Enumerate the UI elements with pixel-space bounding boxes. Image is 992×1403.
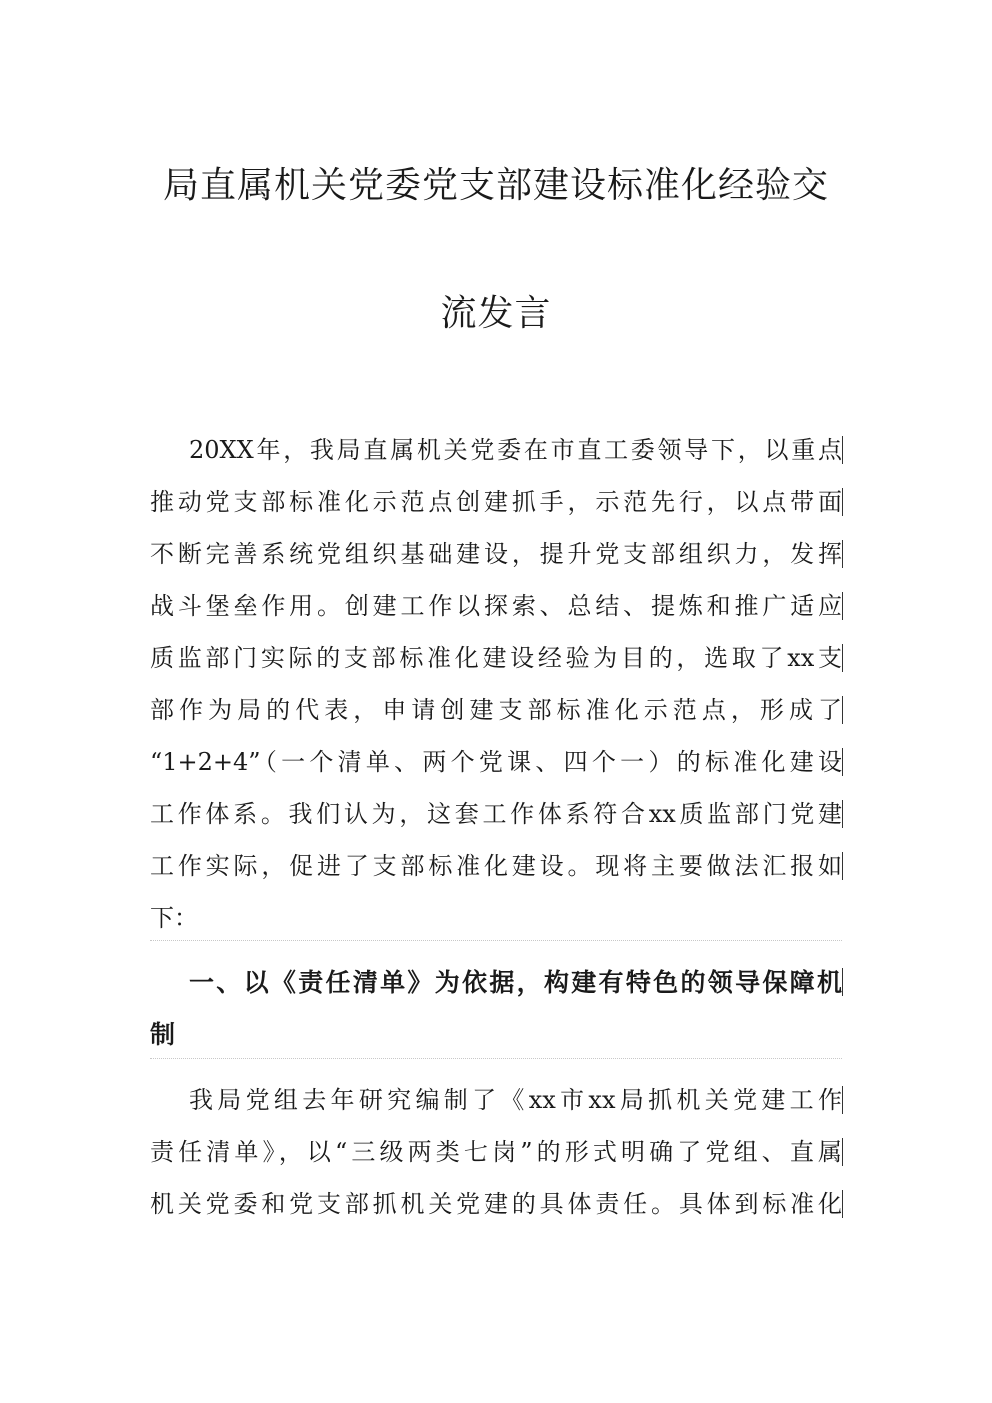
section-heading-line-2: 制 <box>150 1020 176 1049</box>
margin-bar <box>842 968 843 996</box>
paragraph-line: 不断完善系统党组织基础建设，提升党支部组织力，发挥 <box>150 540 842 568</box>
margin-bar <box>842 852 843 880</box>
margin-bar <box>842 748 843 776</box>
section-heading-line-1: 一、以《责任清单》为依据，构建有特色的领导保障机 <box>189 968 842 997</box>
margin-bar <box>842 1138 843 1166</box>
margin-bar <box>842 592 843 620</box>
paragraph-line: 下： <box>150 904 198 932</box>
paragraph-line: 推动党支部标准化示范点创建抓手，示范先行，以点带面 <box>150 488 842 516</box>
paragraph-line: 机关党委和党支部抓机关党建的具体责任。具体到标准化 <box>150 1190 842 1218</box>
margin-bar <box>842 800 843 828</box>
margin-bar <box>842 696 843 724</box>
margin-bar <box>842 1190 843 1218</box>
margin-bar <box>842 540 843 568</box>
paragraph-line: 质监部门实际的支部标准化建设经验为目的，选取了xx支 <box>150 644 842 672</box>
paragraph-line: 责任清单》，以“三级两类七岗”的形式明确了党组、直属 <box>150 1138 842 1166</box>
document-title-line-1: 局直属机关党委党支部建设标准化经验交 <box>162 165 829 206</box>
margin-bar <box>842 488 843 516</box>
paragraph-line: 20XX年，我局直属机关党委在市直工委领导下，以重点 <box>189 436 842 464</box>
paragraph-line: 我局党组去年研究编制了《xx市xx局抓机关党建工作 <box>189 1086 842 1114</box>
section-divider <box>150 940 842 941</box>
section-divider <box>150 1058 842 1059</box>
paragraph-line: 战斗堡垒作用。创建工作以探索、总结、提炼和推广适应 <box>150 592 842 620</box>
paragraph-line: 部作为局的代表，申请创建支部标准化示范点，形成了 <box>150 696 842 724</box>
margin-bar <box>842 1086 843 1114</box>
paragraph-line: 工作体系。我们认为，这套工作体系符合xx质监部门党建 <box>150 800 842 828</box>
margin-bar <box>842 644 843 672</box>
document-title-line-2: 流发言 <box>440 293 552 334</box>
paragraph-line: 工作实际，促进了支部标准化建设。现将主要做法汇报如 <box>150 852 842 880</box>
paragraph-line: “1+2+4”（一个清单、两个党课、四个一）的标准化建设 <box>150 748 842 776</box>
margin-bar <box>842 436 843 464</box>
